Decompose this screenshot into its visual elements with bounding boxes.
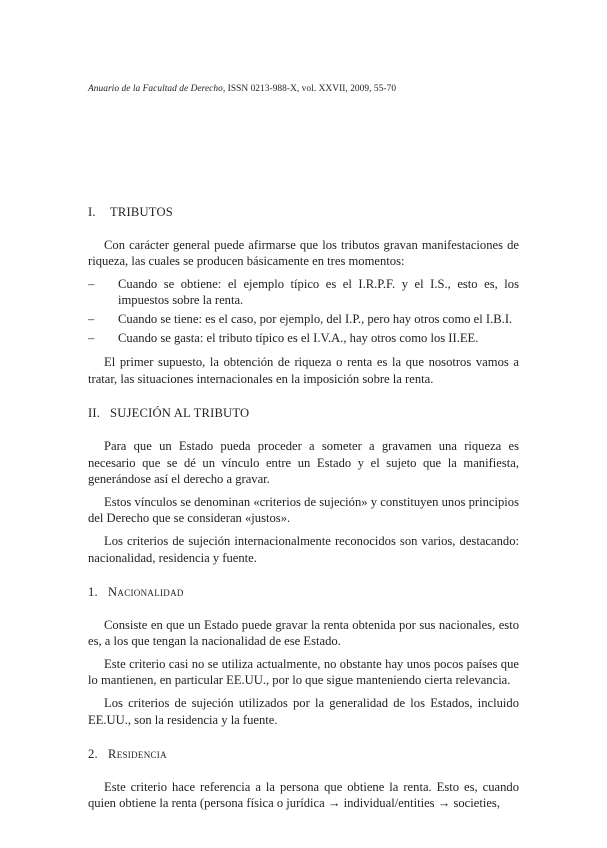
list-item-text: Cuando se gasta: el tributo típico es el I.V.A., hay otros como los II.EE.	[118, 330, 479, 345]
paragraph: El primer supuesto, la obtención de riqueza o renta es la que nosotros vamos a tratar, las situaciones internacionales en la imposición sobre la renta.	[88, 355, 519, 386]
body-text	[88, 204, 519, 812]
paragraph: Este criterio casi no se utiliza actualmente, no obstante hay unos pocos países que lo mantienen, en particular EE.UU., por lo que sigue manteniendo cierta relevancia.	[88, 656, 519, 688]
subsection-title: Nacionalidad	[108, 585, 184, 600]
section-title: SUJECIÓN AL TRIBUTO	[110, 406, 250, 421]
subsection-number: 1.	[88, 585, 98, 600]
bullet-list	[88, 276, 519, 346]
subsection-title: Residencia	[108, 747, 167, 762]
section-heading-sujecion	[88, 405, 519, 422]
running-header	[88, 84, 528, 94]
paragraph: Con carácter general puede afirmarse que los tributos gravan manifestaciones de riqueza, las cuales se producen básicamente en tres momentos:	[88, 237, 519, 269]
paragraph: Los criterios de sujeción internacionalmente reconocidos son varios, destacando: nacionalidad, residencia y fuente.	[88, 533, 519, 565]
section-heading-tributos	[88, 204, 519, 221]
list-item-text: Cuando se obtiene: el ejemplo típico es el I.R.P.F. y el I.S., esto es, los impuestos sobre la renta.	[118, 276, 519, 308]
paragraph: Consiste en que un Estado puede gravar la renta obtenida por sus nacionales, esto es, a los que tengan la nacionalidad de ese Estado.	[88, 617, 519, 649]
list-dash: –	[88, 311, 95, 326]
subsection-heading-nacionalidad	[88, 584, 519, 601]
list-item	[88, 330, 519, 347]
list-item	[88, 311, 519, 328]
paragraph: Estos vínculos se denominan «criterios de sujeción» y constituyen unos principios del Derecho que se consideran «justos».	[88, 494, 519, 526]
list-dash: –	[88, 330, 95, 345]
paragraph: Los criterios de sujeción utilizados por la generalidad de los Estados, incluido EE.UU., son la residencia y la fuente.	[88, 696, 519, 727]
section-title: TRIBUTOS	[110, 205, 173, 219]
paragraph: Para que un Estado pueda proceder a someter a gravamen una riqueza es necesario que se dé un vínculo entre un Estado y el sujeto que la manifiesta, generándose así el derecho a gravar.	[88, 438, 519, 487]
journal-issue: ISSN 0213-988-X, vol. XXVII, 2009, 55-70	[225, 84, 397, 94]
journal-title: Anuario de la Facultad de Derecho,	[88, 84, 226, 94]
paragraph: Este criterio hace referencia a la persona que obtiene la renta. Esto es, cuando quien obtiene la renta (persona física o jurídica → individual/entities → societies,	[88, 779, 519, 811]
list-dash: –	[88, 276, 95, 291]
subsection-heading-residencia	[88, 746, 519, 763]
section-number: II.	[88, 406, 101, 421]
subsection-number: 2.	[88, 747, 98, 762]
section-number: I.	[88, 205, 96, 219]
list-item	[88, 276, 519, 309]
list-item-text: Cuando se tiene: es el caso, por ejemplo, del I.P., pero hay otros como el I.B.I.	[118, 311, 513, 326]
